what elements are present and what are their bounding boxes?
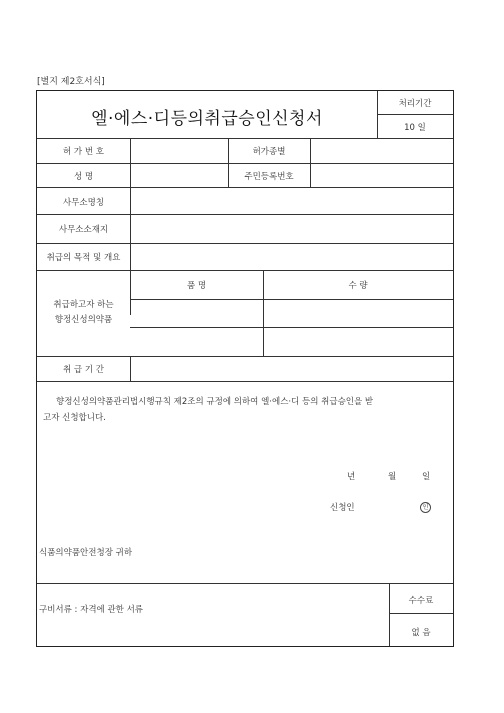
declaration-line2: 고자 신청합니다.	[43, 413, 106, 423]
product-name-header: 품 명	[186, 281, 207, 291]
date-day: 일	[422, 472, 431, 482]
resident-number-label: 주민등록번호	[244, 172, 294, 182]
required-documents: 구비서류 : 자격에 관한 서류	[39, 605, 143, 615]
fee-value: 없 음	[411, 628, 431, 638]
permit-number-label: 허 가 번 호	[63, 147, 104, 157]
period-label: 취 급 기 간	[63, 365, 104, 375]
name-label: 성 명	[73, 172, 94, 182]
date-month: 월	[388, 472, 397, 482]
purpose-label: 취급의 목적 및 개요	[46, 253, 121, 263]
office-address-label: 사무소소재지	[58, 225, 109, 235]
declaration-line1: 향정신성의약품관리법시행규칙 제2조의 규정에 의하여 엘·에스·디 등의 취급승인을 받	[56, 397, 374, 407]
processing-period-label: 처리기간	[398, 99, 432, 109]
seal-mark: 인	[420, 502, 431, 513]
form-title: 엘·에스·디등의취급승인신청서	[91, 109, 323, 129]
form-reference: [별지 제2호서식]	[37, 77, 105, 87]
drug-label-line2: 향정신성의약품	[54, 315, 113, 325]
date-year: 년	[347, 472, 356, 482]
processing-period-value: 10 일	[404, 123, 426, 133]
drug-label-line1: 취급하고자 하는	[53, 300, 114, 310]
addressee: 식품의약품안전청장 귀하	[39, 548, 133, 558]
application-form	[36, 90, 454, 647]
permit-type-label: 허가종별	[252, 147, 286, 157]
quantity-header: 수 량	[348, 281, 368, 291]
office-name-label: 사무소명칭	[62, 198, 105, 208]
fee-label: 수수료	[408, 596, 434, 606]
applicant-label: 신청인	[330, 503, 355, 513]
